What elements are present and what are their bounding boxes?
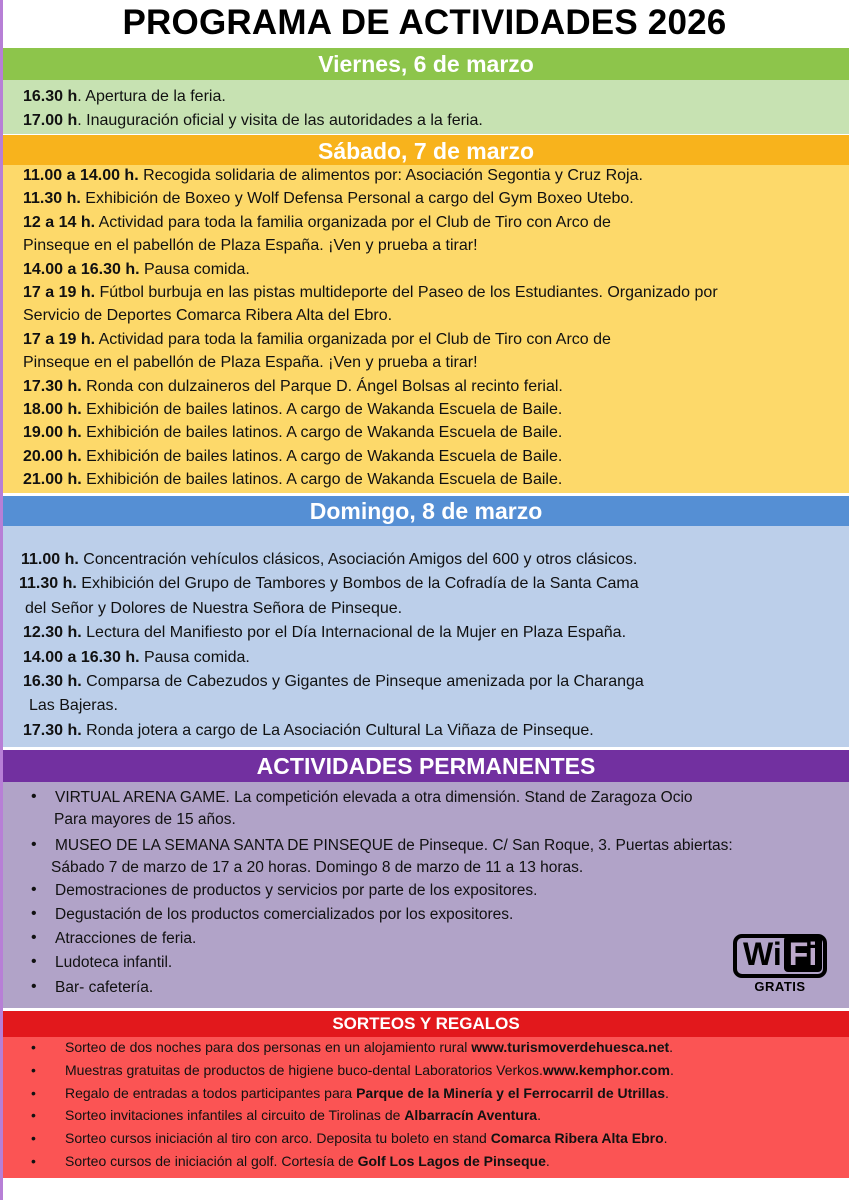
item-time: 16.30 h. [23, 673, 82, 690]
saturday-item [23, 258, 250, 281]
item-time: 19.00 h. [23, 424, 82, 442]
bullet-marker: • [31, 953, 37, 970]
wifi-wi-text: Wi [743, 936, 782, 972]
item-time: 12.30 h. [23, 624, 82, 642]
bullet-marker: • [31, 978, 37, 995]
item-text: Exhibición de bailes latinos. A cargo de Wakanda Escuela de Baile. [81, 401, 563, 418]
item-text: Concentración vehículos clásicos, Asociación Amigos del 600 y otros clásicos. [78, 551, 638, 568]
prize-end: . [663, 1130, 668, 1147]
item-text: . Inauguración oficial y visita de las autoridades a la feria. [77, 111, 483, 129]
sunday-item [29, 694, 118, 717]
saturday-item [23, 468, 562, 491]
saturday-item [23, 351, 478, 374]
item-text: Pinseque en el pabellón de Plaza España. ¡Ven y prueba a tirar! [23, 354, 478, 372]
item-text: Comparsa de Cabezudos y Gigantes de Pinseque amenizada por la Charanga [81, 673, 644, 690]
item-text: Exhibición de bailes latinos. A cargo de Wakanda Escuela de Baile. [81, 424, 563, 442]
saturday-item [23, 445, 562, 468]
permanent-item: Atracciones de feria. [55, 930, 197, 947]
item-time: 17.00 h [23, 111, 78, 129]
item-time: 12 a 14 h. [23, 213, 96, 231]
permanent-item: Bar- cafetería. [55, 979, 154, 996]
item-text: Lectura del Manifiesto por el Día Internacional de la Mujer en Plaza España. [81, 624, 627, 642]
item-text: Exhibición del Grupo de Tambores y Bombos de la Cofradía de la Santa Cama [76, 575, 639, 593]
saturday-item [23, 328, 611, 351]
bullet-marker: • [31, 1039, 36, 1055]
saturday-panel [3, 165, 849, 493]
item-text: Recogida solidaria de alimentos por: Asociación Segontia y Cruz Roja. [138, 167, 643, 184]
item-text: Fútbol burbuja en las pistas multideporte del Paseo de los Estudiantes. Organizado por [95, 284, 718, 301]
item-time: 20.00 h. [23, 447, 82, 465]
prizes-panel [3, 1037, 849, 1178]
prize-item [65, 1104, 541, 1126]
bullet-marker: • [31, 905, 37, 922]
saturday-item [23, 398, 562, 421]
prize-end: . [669, 1061, 674, 1078]
item-text: Ronda jotera a cargo de La Asociación Cultural La Viñaza de Pinseque. [81, 721, 594, 739]
saturday-item [23, 234, 478, 257]
item-text: del Señor y Dolores de Nuestra Señora de Pinseque. [25, 599, 403, 617]
bullet-marker: • [31, 929, 37, 946]
prize-item [65, 1059, 674, 1081]
item-time: 18.00 h. [23, 401, 82, 418]
friday-heading: Viernes, 6 de marzo [3, 48, 849, 80]
prize-item [65, 1127, 668, 1149]
item-time: 11.30 h. [19, 575, 77, 593]
item-text: Actividad para toda la familia organizada por el Club de Tiro con Arco de [95, 213, 611, 231]
bullet-marker: • [31, 1130, 36, 1147]
page-title: PROGRAMA DE ACTIVIDADES 2026 [122, 3, 727, 42]
permanent-item: Ludoteca infantil. [55, 954, 173, 971]
permanent-panel [3, 782, 849, 1008]
saturday-item [23, 421, 562, 444]
prize-item [65, 1036, 673, 1058]
prize-highlight: Golf Los Lagos de Pinseque [357, 1153, 546, 1169]
sunday-item [23, 670, 644, 693]
item-time: 17 a 19 h. [23, 284, 96, 301]
prize-highlight: www.turismoverdehuesca.net [471, 1039, 670, 1055]
item-time: 11.00 a 14.00 h. [23, 167, 139, 184]
prize-end: . [537, 1107, 541, 1124]
bullet-marker: • [31, 1153, 36, 1169]
saturday-item [23, 164, 643, 187]
saturday-item [23, 304, 392, 327]
permanent-item: VIRTUAL ARENA GAME. La competición elevada a otra dimensión. Stand de Zaragoza Ocio [55, 789, 693, 806]
item-text: Exhibición de Boxeo y Wolf Defensa Personal a cargo del Gym Boxeo Utebo. [80, 190, 634, 208]
sunday-item [19, 572, 639, 595]
saturday-item [23, 211, 611, 234]
bullet-marker: • [31, 1107, 36, 1124]
prize-text: Sorteo de dos noches para dos personas en un alojamiento rural [65, 1039, 472, 1055]
item-text: Pinseque en el pabellón de Plaza España. ¡Ven y prueba a tirar! [23, 237, 478, 255]
wifi-fi-text: Fi [784, 936, 822, 972]
item-text: Actividad para toda la familia organizada por el Club de Tiro con Arco de [95, 330, 611, 348]
prize-highlight: Parque de la Minería y el Ferrocarril de Utrillas [356, 1084, 665, 1101]
item-time: 21.00 h. [23, 471, 82, 489]
item-time: 17.30 h. [23, 377, 82, 395]
prize-text: Regalo de entradas a todos participantes para [65, 1084, 357, 1101]
sunday-item [25, 597, 402, 620]
sunday-heading: Domingo, 8 de marzo [3, 496, 849, 526]
sunday-item [23, 621, 626, 644]
item-text: Exhibición de bailes latinos. A cargo de Wakanda Escuela de Baile. [81, 471, 563, 489]
prize-text: Sorteo invitaciones infantiles al circuito de Tirolinas de [65, 1107, 405, 1124]
item-time: 14.00 a 16.30 h. [23, 648, 140, 666]
friday-item [23, 109, 483, 132]
item-time: 11.00 h. [21, 551, 79, 568]
item-time: 17.30 h. [23, 721, 82, 739]
permanent-item: Degustación de los productos comercializados por los expositores. [55, 906, 514, 923]
saturday-item [23, 281, 718, 304]
friday-item [23, 85, 226, 108]
prize-end: . [669, 1039, 674, 1055]
saturday-item [23, 187, 634, 210]
item-time: 17 a 19 h. [23, 330, 96, 348]
bullet-marker: • [31, 1061, 36, 1078]
bullet-marker: • [31, 836, 37, 853]
prizes-heading: SORTEOS Y REGALOS [3, 1011, 849, 1037]
item-text: Servicio de Deportes Comarca Ribera Alta del Ebro. [23, 307, 393, 325]
wifi-free-logo [733, 934, 827, 996]
permanent-heading: ACTIVIDADES PERMANENTES [3, 750, 849, 782]
prize-end: . [665, 1084, 669, 1101]
saturday-heading: Sábado, 7 de marzo [3, 135, 849, 165]
bullet-marker: • [31, 788, 37, 805]
item-time: 11.30 h. [23, 190, 81, 208]
item-text: . Apertura de la feria. [77, 88, 226, 105]
prize-highlight: Albarracín Aventura [404, 1107, 538, 1124]
sunday-panel [3, 526, 849, 747]
saturday-item [23, 375, 563, 398]
prize-end: . [545, 1153, 550, 1169]
prize-item [65, 1150, 550, 1172]
prize-text: Sorteo cursos iniciación al tiro con arco. Deposita tu boleto en stand [65, 1130, 491, 1147]
prize-item [65, 1082, 669, 1104]
sunday-item [23, 646, 250, 669]
prize-text: Sorteo cursos de iniciación al golf. Cortesía de [65, 1153, 358, 1169]
item-text: Exhibición de bailes latinos. A cargo de Wakanda Escuela de Baile. [81, 447, 563, 465]
bullet-marker: • [31, 881, 37, 898]
item-text: Ronda con dulzaineros del Parque D. Ángel Bolsas al recinto ferial. [81, 377, 563, 395]
item-text: Pausa comida. [139, 260, 250, 278]
permanent-item: MUSEO DE LA SEMANA SANTA DE PINSEQUE de Pinseque. C/ San Roque, 3. Puertas abiertas: [55, 837, 733, 854]
item-time: 14.00 a 16.30 h. [23, 260, 140, 278]
sunday-item [23, 719, 594, 742]
item-time: 16.30 h [23, 88, 78, 105]
prize-highlight: Comarca Ribera Alta Ebro [490, 1130, 664, 1147]
friday-panel [3, 80, 849, 134]
sunday-item [21, 548, 637, 571]
permanent-item: Demostraciones de productos y servicios por parte de los expositores. [55, 882, 538, 899]
permanent-item: Sábado 7 de marzo de 17 a 20 horas. Domingo 8 de marzo de 11 a 13 horas. [51, 859, 584, 876]
item-text: Pausa comida. [139, 648, 250, 666]
prize-highlight: www.kemphor.com [542, 1061, 670, 1078]
bullet-marker: • [31, 1084, 36, 1101]
item-text: Las Bajeras. [29, 697, 118, 715]
prize-text: Muestras gratuitas de productos de higiene buco-dental Laboratorios Verkos. [65, 1061, 543, 1078]
permanent-item: Para mayores de 15 años. [54, 811, 236, 828]
wifi-gratis-label: GRATIS [754, 979, 806, 994]
